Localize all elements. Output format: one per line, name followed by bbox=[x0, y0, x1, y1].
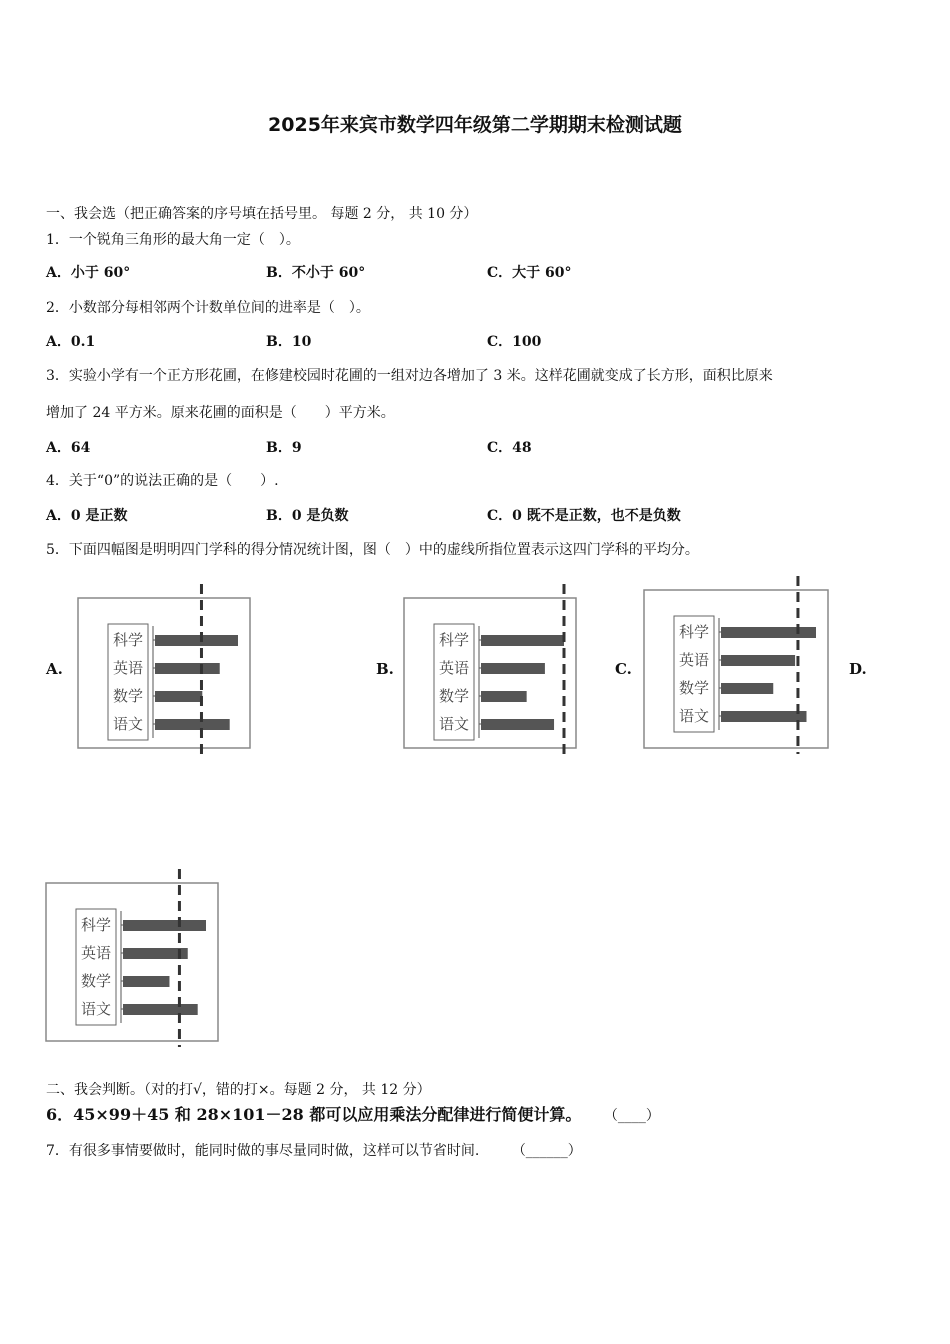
figure-label-a[interactable]: A. bbox=[46, 660, 63, 678]
chart-d bbox=[40, 867, 224, 1049]
bar bbox=[155, 691, 202, 702]
bar bbox=[481, 719, 554, 730]
chart-a bbox=[72, 582, 256, 756]
question-3-stem-cont: 增加了 24 平方米。原来花圃的面积是（ ）平方米。 bbox=[46, 405, 395, 421]
category-label: 数学 bbox=[80, 972, 112, 990]
category-label: 英语 bbox=[80, 944, 112, 962]
q4-option-b[interactable]: B．0 是负数 bbox=[266, 508, 349, 524]
q3-option-a[interactable]: A．64 bbox=[46, 440, 91, 456]
figure-label-c[interactable]: C. bbox=[615, 660, 632, 678]
q1-option-a[interactable]: A．小于 60° bbox=[46, 265, 131, 281]
question-7-answer-blank[interactable]: （______） bbox=[511, 1143, 582, 1159]
chart-frame bbox=[46, 883, 218, 1041]
question-1-stem: 1．一个锐角三角形的最大角一定（ ）。 bbox=[46, 232, 300, 248]
q2-option-c[interactable]: C．100 bbox=[487, 334, 542, 350]
q4-option-a[interactable]: A．0 是正数 bbox=[46, 508, 128, 524]
question-6 bbox=[46, 1102, 660, 1125]
question-6-answer-blank[interactable]: （____） bbox=[603, 1108, 660, 1124]
bar bbox=[155, 635, 238, 646]
category-label: 科学 bbox=[112, 631, 144, 649]
bar bbox=[123, 976, 169, 987]
category-label: 英语 bbox=[438, 659, 470, 677]
bar bbox=[721, 627, 816, 638]
section1-heading: 一、我会选（把正确答案的序号填在括号里。 每题 2 分， 共 10 分） bbox=[46, 206, 478, 222]
q3-option-b[interactable]: B．9 bbox=[266, 440, 302, 456]
chart-b bbox=[398, 582, 582, 756]
q2-option-b[interactable]: B．10 bbox=[266, 334, 312, 350]
bar bbox=[721, 683, 773, 694]
category-label: 英语 bbox=[678, 651, 710, 669]
category-label: 语文 bbox=[80, 1000, 112, 1018]
question-3-stem: 3．实验小学有一个正方形花圃，在修建校园时花圃的一组对边各增加了 3 米。这样花圃就变成了长方形，面积比原来 bbox=[46, 368, 773, 384]
q1-option-c[interactable]: C．大于 60° bbox=[487, 265, 572, 281]
category-label: 数学 bbox=[438, 687, 470, 705]
q4-option-c[interactable]: C．0 既不是正数，也不是负数 bbox=[487, 508, 681, 524]
category-label: 英语 bbox=[112, 659, 144, 677]
bar bbox=[123, 1004, 198, 1015]
chart-c bbox=[638, 574, 834, 756]
bar bbox=[481, 663, 545, 674]
figure-label-d[interactable]: D. bbox=[849, 660, 867, 678]
q1-option-b[interactable]: B．不小于 60° bbox=[266, 265, 366, 281]
category-label: 数学 bbox=[678, 679, 710, 697]
category-label: 科学 bbox=[438, 631, 470, 649]
chart-frame bbox=[644, 590, 828, 748]
bar bbox=[721, 655, 795, 666]
bar bbox=[721, 711, 807, 722]
category-label: 语文 bbox=[678, 707, 710, 725]
q2-option-a[interactable]: A．0.1 bbox=[46, 334, 96, 350]
question-7 bbox=[46, 1140, 582, 1160]
question-7-stem: 7．有很多事情要做时，能同时做的事尽量同时做，这样可以节省时间. bbox=[46, 1143, 480, 1159]
category-label: 数学 bbox=[112, 687, 144, 705]
question-5-stem: 5．下面四幅图是明明四门学科的得分情况统计图，图（ ）中的虚线所指位置表示这四门学科的平均分。 bbox=[46, 542, 699, 558]
bar bbox=[123, 920, 206, 931]
question-4-stem: 4．关于“0”的说法正确的是（ ）. bbox=[46, 473, 279, 489]
question-6-stem: 6．45×99＋45 和 28×101－28 都可以应用乘法分配律进行简便计算。 bbox=[46, 1105, 582, 1124]
question-2-stem: 2．小数部分每相邻两个计数单位间的进率是（ ）。 bbox=[46, 300, 370, 316]
category-label: 科学 bbox=[678, 623, 710, 641]
figure-label-b[interactable]: B. bbox=[376, 660, 394, 678]
bar bbox=[481, 635, 564, 646]
section2-heading: 二、我会判断。（对的打√，错的打×。每题 2 分， 共 12 分） bbox=[46, 1082, 431, 1098]
category-label: 科学 bbox=[80, 916, 112, 934]
page-title: 2025年来宾市数学四年级第二学期期末检测试题 bbox=[268, 114, 682, 136]
bar bbox=[481, 691, 527, 702]
category-label: 语文 bbox=[438, 715, 470, 733]
q3-option-c[interactable]: C．48 bbox=[487, 440, 532, 456]
bar bbox=[155, 663, 220, 674]
category-label: 语文 bbox=[112, 715, 144, 733]
bar bbox=[155, 719, 230, 730]
